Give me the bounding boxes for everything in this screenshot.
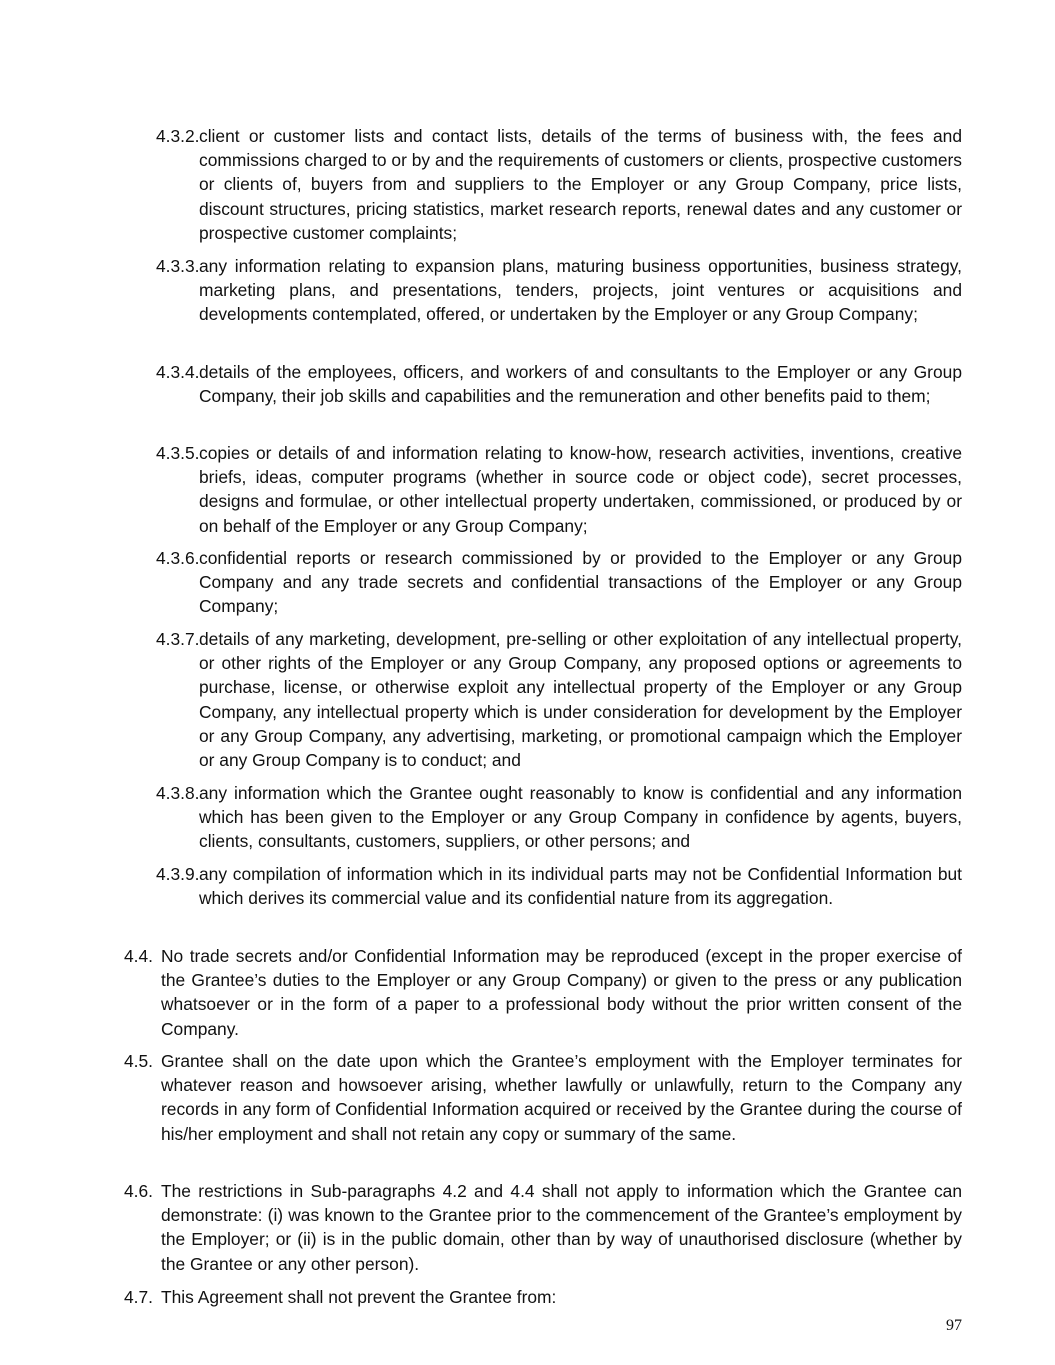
clause-number: 4.3.7.	[156, 629, 200, 649]
clause-number: 4.7.	[124, 1287, 154, 1307]
clause-4-3-7	[156, 627, 962, 772]
clause-4-3-2	[156, 124, 962, 245]
clause-number: 4.3.9.	[156, 864, 200, 884]
clause-text: This Agreement shall not prevent the Grantee from:	[161, 1287, 557, 1307]
clause-text: any information which the Grantee ought reasonably to know is confidential and any information which has been given to the Employer or any Group Company in confidence by agents, buyers, clients, consultants, customers, suppliers, or other persons; and	[199, 783, 962, 852]
clause-text: details of any marketing, development, pre-selling or other exploitation of any intellectual property, or other rights of the Employer or any Group Company, any proposed options or agreements to purchase, license, or otherwise exploit any intellectual property of the Employer or any Group Company, any intellectual property which is under consideration for development by the Employer or any Group Company, any advertising, marketing, or promotional campaign which the Employer or any Group Company is to conduct; and	[199, 629, 962, 771]
clause-text: No trade secrets and/or Confidential Information may be reproduced (except in the proper exercise of the Grantee’s duties to the Employer or any Group Company) or given to the press or any publication whatsoever or in the form of a paper to a professional body without the prior written consent of the Company.	[161, 946, 962, 1039]
clause-number: 4.5.	[124, 1051, 154, 1071]
clause-text: details of the employees, officers, and workers of and consultants to the Employer or any Group Company, their job skills and capabilities and the remuneration and other benefits paid to them;	[199, 362, 962, 407]
clause-number: 4.3.3.	[156, 256, 200, 276]
clause-number: 4.4.	[124, 946, 154, 966]
clause-4-3-5	[156, 441, 962, 538]
clause-text: confidential reports or research commissioned by or provided to the Employer or any Group Company and any trade secrets and confidential transactions of the Employer or any Group Company;	[199, 548, 962, 617]
clause-4-3-6	[156, 546, 962, 619]
clause-text: copies or details of and information relating to know-how, research activities, inventions, creative briefs, ideas, computer programs (whether in source code or object code), secret processes, designs and formulae, or other intellectual property undertaken, commissioned, or produced by or on behalf of the Employer or any Group Company;	[199, 443, 962, 536]
clause-4-6	[124, 1179, 962, 1276]
clause-text: The restrictions in Sub-paragraphs 4.2 and 4.4 shall not apply to information which the Grantee can demonstrate: (i) was known to the Grantee prior to the commencement of the Grantee’s employment by the Employer; or (ii) is in the public domain, other than by way of unauthorised disclosure (whether by the Grantee or any other person).	[161, 1181, 962, 1274]
clause-4-4	[124, 944, 962, 1041]
clause-4-3-3	[156, 254, 962, 327]
clause-number: 4.3.5.	[156, 443, 200, 463]
clause-number: 4.3.4.	[156, 362, 200, 382]
clause-4-3-4	[156, 360, 962, 408]
clause-text: Grantee shall on the date upon which the Grantee’s employment with the Employer terminates for whatever reason and howsoever arising, whether lawfully or unlawfully, return to the Company any records in any form of Confidential Information acquired or received by the Grantee during the course of his/her employment and shall not retain any copy or summary of the same.	[161, 1051, 962, 1144]
clause-number: 4.3.6.	[156, 548, 200, 568]
clause-number: 4.6.	[124, 1181, 154, 1201]
clause-4-5	[124, 1049, 962, 1146]
clause-text: client or customer lists and contact lists, details of the terms of business with, the fees and commissions charged to or by and the requirements of customers or clients, prospective customers or clients of, buyers from and suppliers to the Employer or any Group Company, price lists, discount structures, pricing statistics, market research reports, renewal dates and any customer or prospective customer complaints;	[199, 126, 962, 243]
clause-number: 4.3.8.	[156, 783, 200, 803]
clause-number: 4.3.2.	[156, 126, 200, 146]
clause-text: any compilation of information which in its individual parts may not be Confidential Information but which derives its commercial value and its confidential nature from its aggregation.	[199, 864, 962, 909]
clause-4-3-9	[156, 862, 962, 910]
page-number: 97	[946, 1317, 962, 1334]
clause-4-7	[124, 1285, 962, 1309]
clause-4-3-8	[156, 781, 962, 854]
clause-text: any information relating to expansion plans, maturing business opportunities, business strategy, marketing plans, and presentations, tenders, projects, joint ventures or acquisitions and developments contemplated, offered, or undertaken by the Employer or any Group Company;	[199, 256, 962, 325]
